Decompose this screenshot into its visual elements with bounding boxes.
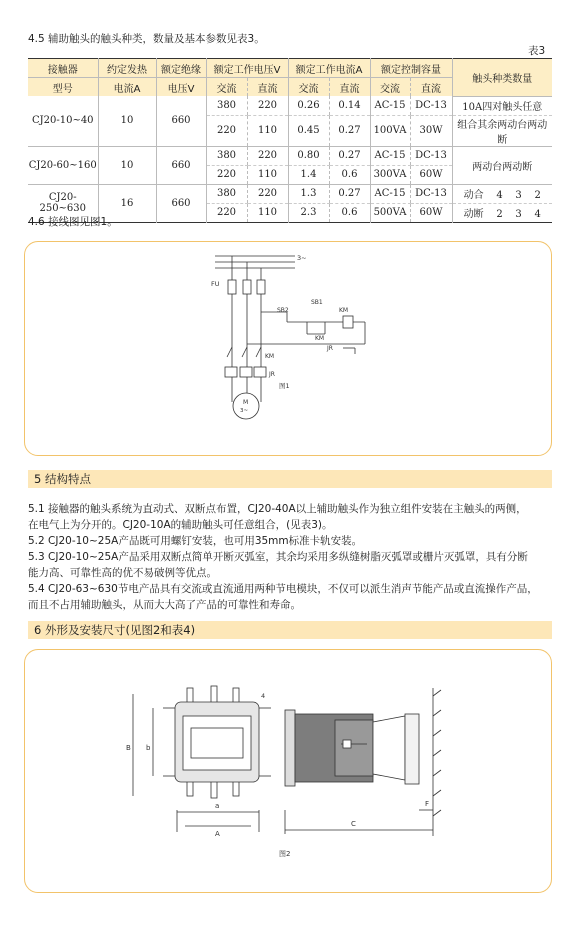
cell-value: 0.80 (288, 146, 329, 165)
cell-value: 0.27 (329, 146, 370, 165)
dimension-drawing (25, 650, 551, 892)
th-ui-2: 电压V (156, 78, 206, 97)
th-i-dc: 直流 (329, 78, 370, 97)
cell-ith: 10 (98, 146, 156, 184)
cell-value: 110 (247, 165, 288, 184)
th-ui: 额定绝缘 (156, 59, 206, 78)
figure-2-caption: 图2 (279, 850, 291, 858)
th-ith-2: 电流A (98, 78, 156, 97)
para-5-3a: 5.3 CJ20-10~25A产品采用双断点简单开断灭弧室，其余均采用多纵缝树脂灭弧罩或栅片灭弧罩，具有分断 (28, 551, 528, 563)
cell-value: 380 (206, 184, 247, 203)
cell-contacts: 动合 4 3 2 (452, 184, 552, 203)
table-header-row-1 (28, 59, 552, 78)
cell-value: 220 (206, 203, 247, 222)
para-5-2: 5.2 CJ20-10~25A产品既可用螺钉安装，也可用35mm标准卡轨安装。 (28, 535, 363, 547)
th-model: 接触器 (28, 59, 98, 78)
cell-value: 220 (247, 184, 288, 203)
cell-value: 2.3 (288, 203, 329, 222)
cell-model: CJ20-250~630 (28, 184, 98, 222)
cell-value: AC-15 (370, 146, 410, 165)
dim-b-label: b (146, 744, 151, 752)
th-model-2: 型号 (28, 78, 98, 97)
section-6-heading: 6 外形及安装尺寸(见图2和表4) (28, 621, 552, 639)
table-row (28, 146, 552, 165)
fu-label: FU (211, 280, 220, 288)
cell-contacts: 10A四对触头任意 (452, 96, 552, 115)
section-5-heading: 5 结构特点 (28, 470, 552, 488)
cell-contacts: 组合其余两动台两动断 (452, 115, 552, 146)
dim-F-label: F (425, 800, 430, 808)
cell-model: CJ20-60~160 (28, 146, 98, 184)
cell-value: 0.45 (288, 115, 329, 146)
cell-value: 0.6 (329, 203, 370, 222)
jr-label: JR (327, 345, 333, 352)
hole-label: 4 (261, 692, 266, 700)
th-current: 额定工作电流A (288, 59, 370, 78)
cell-ith: 16 (98, 184, 156, 222)
table-3 (28, 58, 552, 223)
cell-value: 110 (247, 115, 288, 146)
cell-value: 220 (247, 96, 288, 115)
th-ith: 约定发热 (98, 59, 156, 78)
cell-value: 0.27 (329, 184, 370, 203)
cell-value: 0.26 (288, 96, 329, 115)
cell-model: CJ20-10~40 (28, 96, 98, 146)
cell-value: 220 (247, 146, 288, 165)
cell-value: 60W (410, 203, 452, 222)
cell-value: 1.3 (288, 184, 329, 203)
cell-contacts: 动断 2 3 4 (452, 203, 552, 222)
cell-value: 1.4 (288, 165, 329, 184)
cell-value: 60W (410, 165, 452, 184)
th-v-ac: 交流 (206, 78, 247, 97)
cell-value: 500VA (370, 203, 410, 222)
cell-value: 30W (410, 115, 452, 146)
wiring-diagram (25, 242, 551, 455)
para-5-1a: 5.1 接触器的触头系统为直动式、双断点布置，CJ20-40A以上辅助触头作为独立组件安装在主触头的两侧， (28, 503, 527, 515)
cell-value: DC-13 (410, 96, 452, 115)
cell-value: DC-13 (410, 184, 452, 203)
figure-1-panel (24, 241, 552, 456)
dim-C-label: C (351, 820, 356, 828)
section-4-6-title: 4.6 接线图见图1。 (28, 216, 118, 228)
cell-ith: 10 (98, 96, 156, 146)
jr-relay-label: JR (269, 371, 275, 378)
table-row (28, 184, 552, 203)
figure-2-panel (24, 649, 552, 893)
cell-value: 380 (206, 146, 247, 165)
dim-a-label: a (215, 802, 220, 810)
km-aux-label: KM (315, 335, 325, 342)
sb1-label: SB1 (311, 299, 323, 306)
para-5-3b: 能力高、可靠性高的优不易破例等优点。 (28, 567, 217, 579)
cell-value: 0.27 (329, 115, 370, 146)
figure-1-caption: 图1 (279, 382, 290, 390)
th-i-ac: 交流 (288, 78, 329, 97)
motor-phase-label: 3~ (240, 408, 249, 414)
cell-contacts: 两动台两动断 (452, 146, 552, 184)
table-row (28, 96, 552, 115)
km-main-label: KM (265, 353, 275, 360)
cell-ui: 660 (156, 146, 206, 184)
th-voltage: 额定工作电压V (206, 59, 288, 78)
th-c-dc: 直流 (410, 78, 452, 97)
para-5-4a: 5.4 CJ20-63~630节电产品具有交流或直流通用两种节电模块，不仅可以派生消声节能产品或直流操作产品， (28, 583, 538, 595)
cell-value: DC-13 (410, 146, 452, 165)
cell-value: 0.14 (329, 96, 370, 115)
th-v-dc: 直流 (247, 78, 288, 97)
dim-B-label: B (126, 744, 131, 752)
phase-label: 3~ (297, 254, 307, 262)
dim-A-label: A (215, 830, 220, 838)
cell-value: 100VA (370, 115, 410, 146)
cell-ui: 660 (156, 184, 206, 222)
table-3-label: 表3 (528, 45, 546, 57)
th-contacts: 触头种类数量 (452, 59, 552, 97)
sb2-label: SB2 (277, 307, 289, 314)
para-5-4b: 而且不占用辅助触头，从而大大高了产品的可靠性和寿命。 (28, 599, 301, 611)
cell-value: 0.6 (329, 165, 370, 184)
cell-value: 220 (206, 165, 247, 184)
cell-value: 110 (247, 203, 288, 222)
cell-value: 380 (206, 96, 247, 115)
motor-label: M (243, 399, 249, 406)
cell-value: 220 (206, 115, 247, 146)
section-4-5-title: 4.5 辅助触头的触头种类，数量及基本参数见表3。 (28, 33, 265, 45)
cell-value: AC-15 (370, 184, 410, 203)
th-capacity: 额定控制容量 (370, 59, 452, 78)
cell-value: 300VA (370, 165, 410, 184)
th-c-ac: 交流 (370, 78, 410, 97)
km-coil-label: KM (339, 307, 349, 314)
para-5-1b: 在电气上为分开的。CJ20-10A的辅助触头可任意组合，(见表3)。 (28, 519, 333, 531)
cell-ui: 660 (156, 96, 206, 146)
cell-value: AC-15 (370, 96, 410, 115)
